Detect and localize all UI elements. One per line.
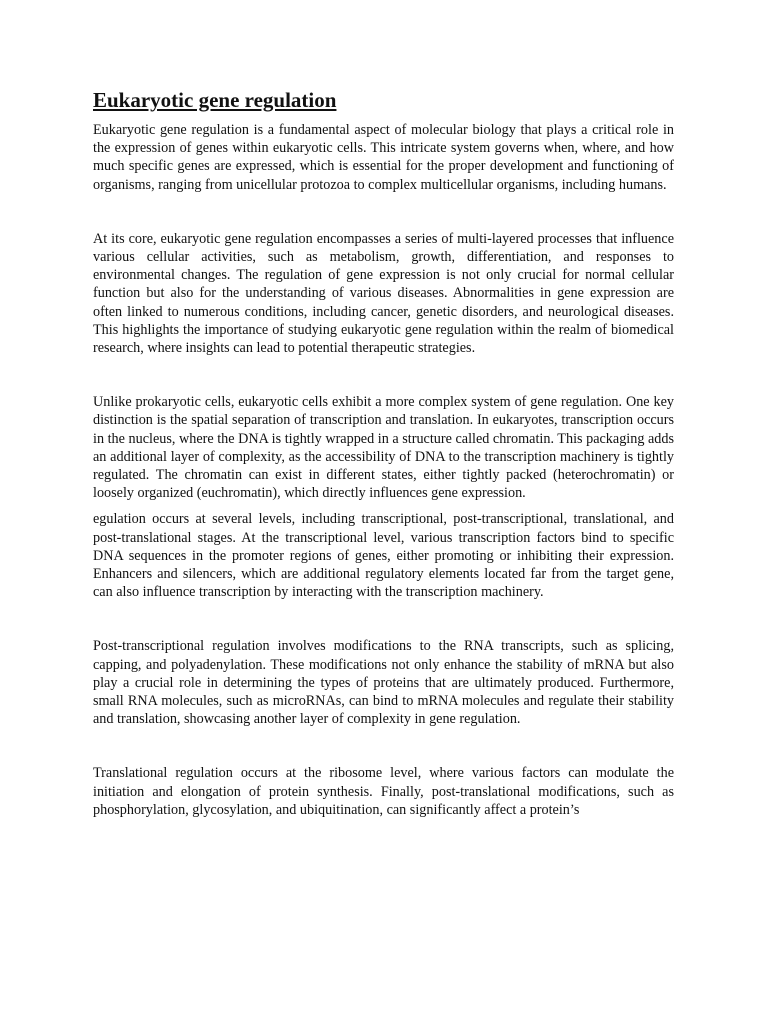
document-page bbox=[93, 88, 674, 819]
document-title: Eukaryotic gene regulation bbox=[93, 88, 337, 112]
paragraph-regulation-levels: egulation occurs at several levels, including transcriptional, post-transcriptional, translational, and post-translational stages. At the transcriptional level, various transcription factors bind to specific DNA sequences in the promoter regions of genes, either promoting or inhibiting their expression. Enhancers and silencers, which are additional regulatory elements located far from the target gene, can also influence transcription by interacting with the transcription machinery. bbox=[93, 511, 674, 601]
paragraph-post-transcriptional: Post-transcriptional regulation involves modifications to the RNA transcripts, such as splicing, capping, and polyadenylation. These modifications not only enhance the stability of mRNA but also play a crucial role in determining the types of proteins that are ultimately produced. Furthermore, small RNA molecules, such as microRNAs, can bind to mRNA molecules and regulate their stability and translation, showcasing another layer of complexity in gene regulation. bbox=[93, 638, 674, 728]
paragraph-intro: Eukaryotic gene regulation is a fundamental aspect of molecular biology that plays a critical role in the expression of genes within eukaryotic cells. This intricate system governs when, where, and how much specific genes are expressed, which is essential for the proper development and functioning of organisms, ranging from unicellular protozoa to complex multicellular organisms, including humans. bbox=[93, 122, 674, 193]
paragraph-core-processes: At its core, eukaryotic gene regulation encompasses a series of multi-layered processes that influence various cellular activities, such as metabolism, growth, differentiation, and responses to environmental changes. The regulation of gene expression is not only crucial for normal cellular function but also for the understanding of various diseases. Abnormalities in gene expression are often linked to numerous conditions, including cancer, genetic disorders, and neurological diseases. This highlights the importance of studying eukaryotic gene regulation within the realm of biomedical research, where insights can lead to potential therapeutic strategies. bbox=[93, 230, 674, 357]
paragraph-prokaryotic-comparison: Unlike prokaryotic cells, eukaryotic cells exhibit a more complex system of gene regulation. One key distinction is the spatial separation of transcription and translation. In eukaryotes, transcription occurs in the nucleus, where the DNA is tightly wrapped in a structure called chromatin. This packaging adds an additional layer of complexity, as the accessibility of DNA to the transcription machinery is tightly regulated. The chromatin can exist in different states, either tightly packed (heterochromatin) or loosely organized (euchromatin), which directly influences gene expression. bbox=[93, 394, 674, 502]
paragraph-translational: Translational regulation occurs at the ribosome level, where various factors can modulate the initiation and elongation of protein synthesis. Finally, post-translational modifications, such as phosphorylation, glycosylation, and ubiquitination, can significantly affect a protein’s bbox=[93, 765, 674, 818]
